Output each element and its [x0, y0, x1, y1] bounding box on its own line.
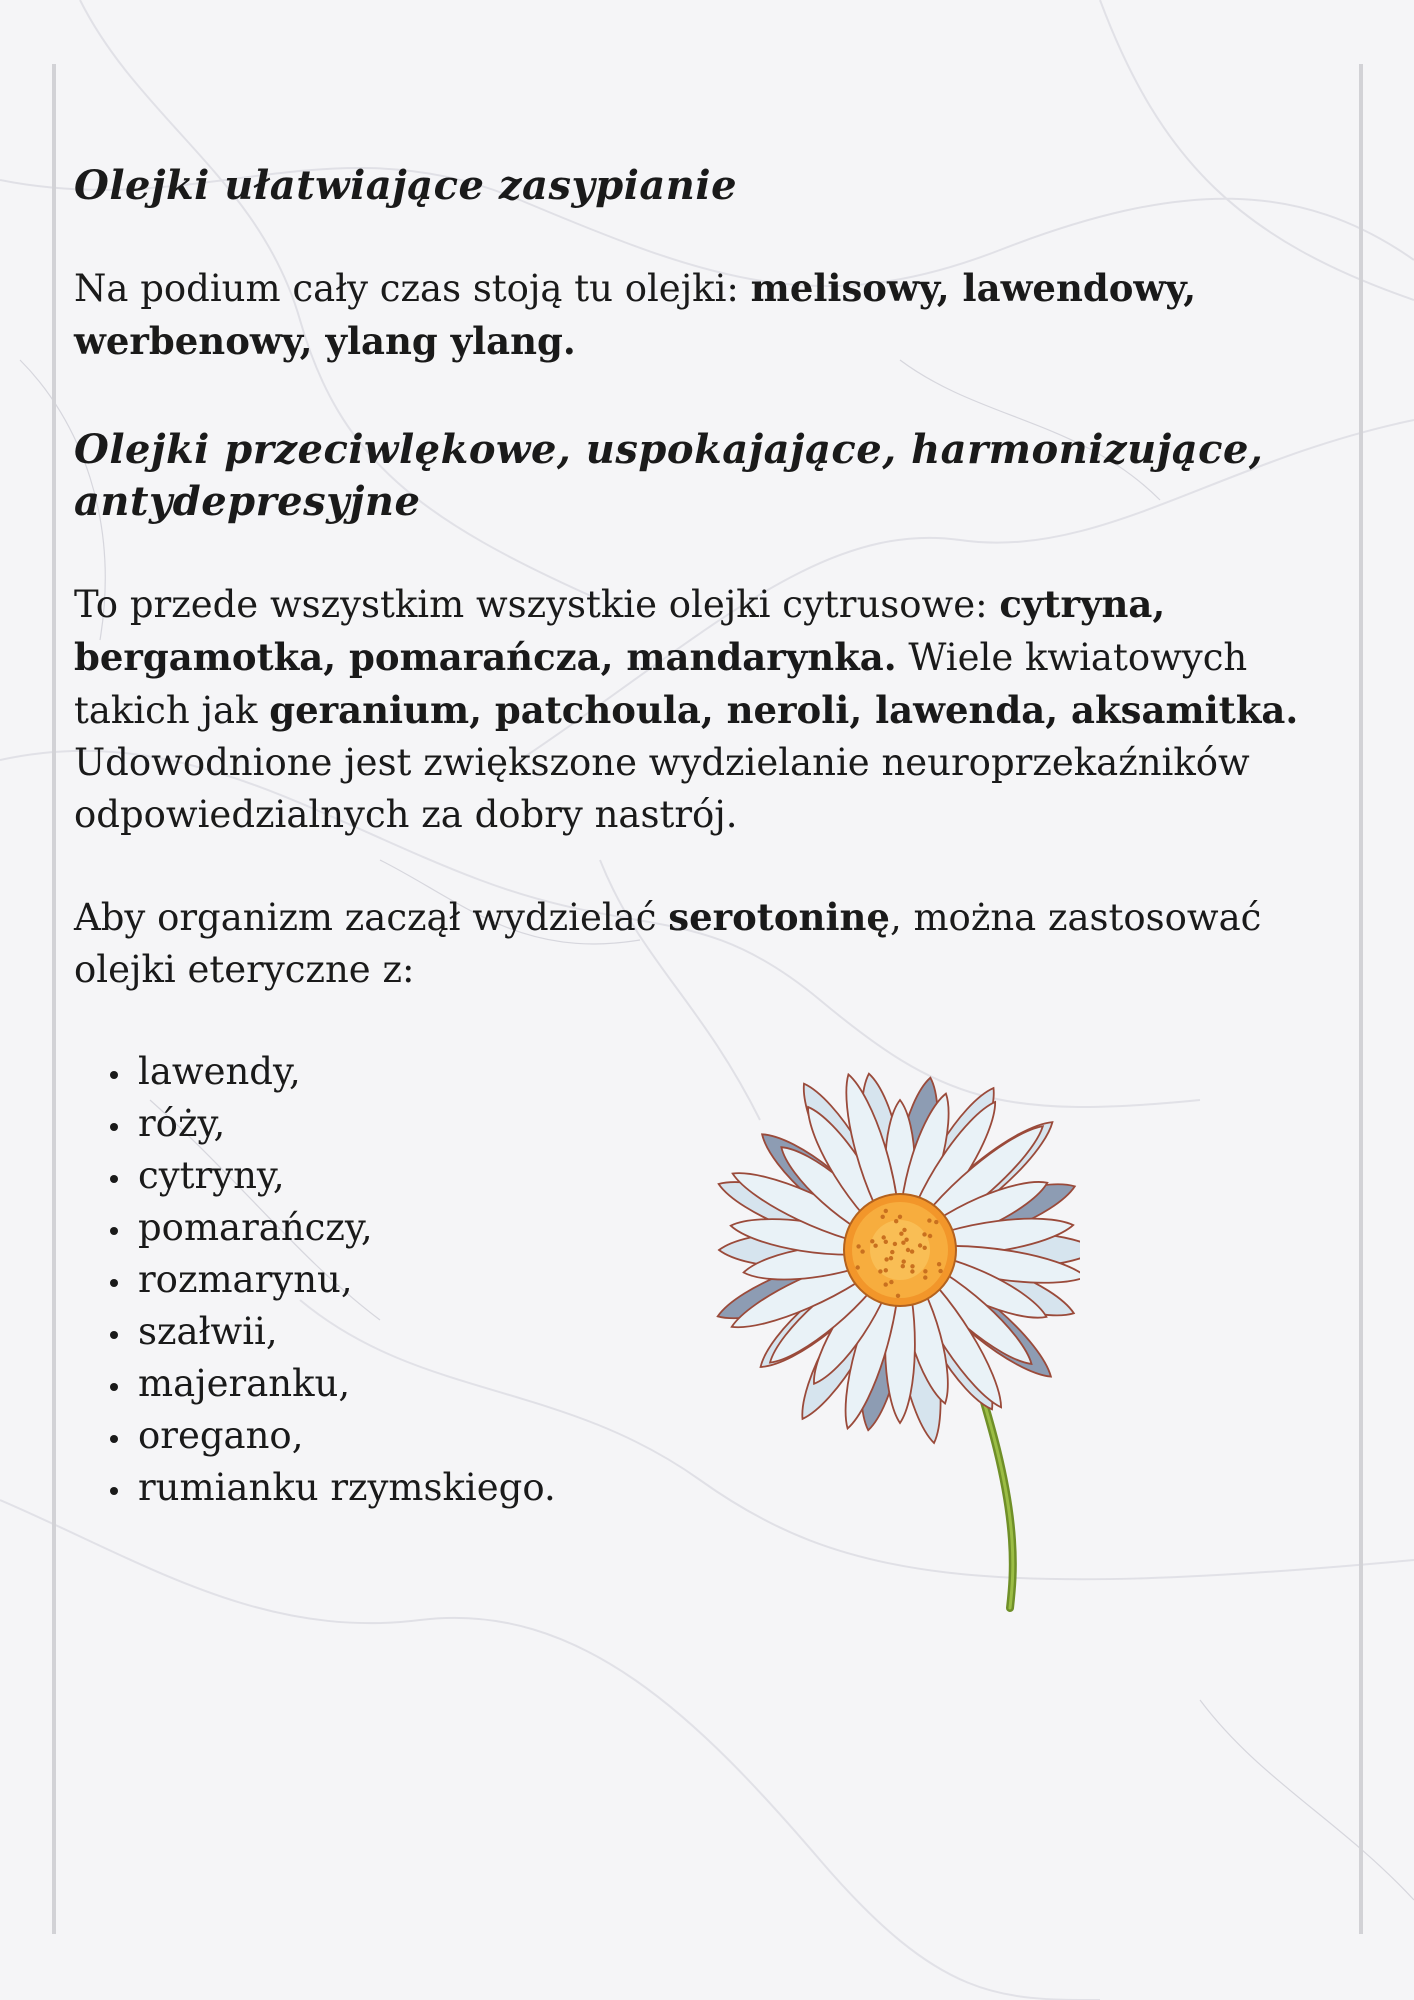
daisy-center-dot [884, 1282, 888, 1286]
daisy-center-dot [884, 1268, 888, 1272]
daisy-center-dot [884, 1257, 888, 1261]
daisy-center-dot [918, 1243, 922, 1247]
list-item: oregano, [138, 1410, 1344, 1462]
list-item: pomarańczy, [138, 1202, 1344, 1254]
daisy-center-dot [904, 1238, 908, 1242]
daisy-center-dot [884, 1240, 888, 1244]
list-item: majeranku, [138, 1358, 1344, 1410]
daisy-center-dot [901, 1264, 905, 1268]
paragraph-sleep-oils: Na podium cały czas stoją tu olejki: melisowy, lawendowy, werbenowy, ylang ylang. [74, 266, 1197, 363]
daisy-center-dot [934, 1220, 938, 1224]
left-border-line [52, 64, 56, 1934]
daisy-center-dot [928, 1234, 932, 1238]
daisy-center-dot [899, 1232, 903, 1236]
daisy-center-dot [889, 1280, 893, 1284]
daisy-center-dot [923, 1269, 927, 1273]
heading-sleep-oils: Olejki ułatwiające zasypianie [74, 162, 738, 209]
daisy-center-dot [890, 1250, 894, 1254]
heading-anxiety-oils: Olejki przeciwlękowe, uspokajające, harmonizujące, antydepresyjne [74, 426, 1264, 525]
daisy-center-dot [856, 1244, 860, 1248]
list-item: rozmarynu, [138, 1254, 1344, 1306]
daisy-center-dot [938, 1269, 942, 1273]
daisy-center-dot [906, 1248, 910, 1252]
daisy-center-dot [910, 1269, 914, 1273]
daisy-center-dot [898, 1215, 902, 1219]
daisy-center-dot [882, 1235, 886, 1239]
paragraph-citrus-oils: To przede wszystkim wszystkie olejki cytrusowe: cytryna, bergamotka, pomarańcza, mandarynka. Wiele kwiatowych takich jak geranium, patchoula, neroli, lawenda, aksamitka. Udowodnione jest zwiększone wydzielanie neuroprzekaźników odpowiedzialnych za dobry nastrój. [74, 582, 1299, 836]
daisy-center-dot [889, 1256, 893, 1260]
daisy-flower-icon [700, 1060, 1080, 1620]
daisy-center-dot [923, 1275, 927, 1279]
daisy-center-dot [937, 1262, 941, 1266]
daisy-center-dot [873, 1244, 877, 1248]
daisy-center-dot [923, 1246, 927, 1250]
paragraph-serotonin: Aby organizm zaczął wydzielać serotoninę, można zastosować olejki eteryczne z: [74, 895, 1262, 991]
daisy-center-dot [893, 1242, 897, 1246]
daisy-center-dot [902, 1259, 906, 1263]
daisy-center-dot [881, 1215, 885, 1219]
daisy-center-dot [884, 1209, 888, 1213]
citrus-oils-list: cytryna, bergamotka, pomarańcza, mandarynka. [74, 582, 1166, 679]
list-item: cytryny, [138, 1150, 1344, 1202]
daisy-center-dot [878, 1269, 882, 1273]
sleep-oils-list: melisowy, lawendowy, werbenowy, ylang ylang. [74, 266, 1197, 363]
daisy-center-dot [894, 1219, 898, 1223]
daisy-center-dot [922, 1232, 926, 1236]
daisy-center-dot [910, 1249, 914, 1253]
daisy-center-dot [856, 1265, 860, 1269]
list-item: rumianku rzymskiego. [138, 1462, 1344, 1514]
flower-oils-list: geranium, patchoula, neroli, lawenda, aksamitka. [269, 688, 1299, 732]
list-item: szałwii, [138, 1306, 1344, 1358]
daisy-center-dot [902, 1228, 906, 1232]
right-border-line [1359, 64, 1363, 1934]
daisy-center-dot [870, 1239, 874, 1243]
list-item: lawendy, [138, 1046, 1344, 1098]
list-item: róży, [138, 1098, 1344, 1150]
daisy-center-dot [896, 1294, 900, 1298]
daisy-center-dot [927, 1218, 931, 1222]
daisy-center-dot [910, 1264, 914, 1268]
daisy-center-dot [860, 1249, 864, 1253]
daisy-center-dot [901, 1241, 905, 1245]
serotonin-term: serotoninę [668, 895, 890, 939]
